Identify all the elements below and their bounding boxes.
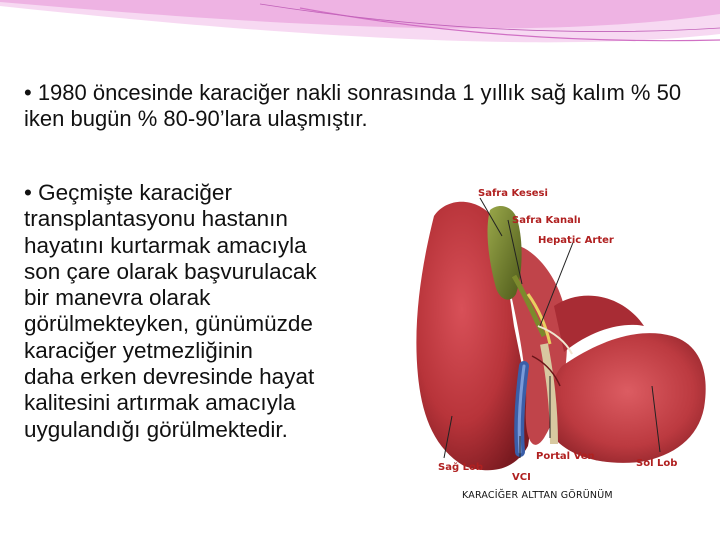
label-hepatic-arter: Hepatic Arter bbox=[538, 235, 614, 246]
bullet-line: • Geçmişte karaciğer bbox=[24, 180, 232, 205]
figure-caption: KARACİĞER ALTTAN GÖRÜNÜM bbox=[462, 490, 613, 501]
label-sol-lob: Sol Lob bbox=[636, 458, 678, 469]
label-vci: VCI bbox=[512, 472, 531, 483]
label-safra-kanali: Safra Kanalı bbox=[512, 215, 581, 226]
bullet-line: daha erken devresinde hayat bbox=[24, 364, 315, 390]
bullet-line: bir manevra olarak bbox=[24, 285, 211, 311]
label-portal-ven: Portal Ven bbox=[536, 451, 595, 462]
liver-illustration bbox=[404, 176, 720, 506]
bullet-line: uygulandığı görülmektedir. bbox=[24, 416, 288, 442]
left-lobe bbox=[549, 333, 705, 463]
bullet-line: görülmekteyken, günümüzde bbox=[24, 311, 313, 337]
bullet-line: hayatını kurtarmak amacıyla bbox=[24, 232, 307, 258]
header-decoration bbox=[0, 0, 720, 70]
bullet-line: kalitesini artırmak amacıyla bbox=[24, 390, 296, 416]
label-sag-lob: Sağ Lob bbox=[438, 462, 483, 473]
label-safra-kesesi: Safra Kesesi bbox=[478, 188, 548, 199]
bullet-line: transplantasyonu hastanın bbox=[24, 206, 288, 232]
bullet-line: karaciğer yetmezliğinin bbox=[24, 337, 253, 363]
bullet-survival-rate: • 1980 öncesinde karaciğer nakli sonrasında 1 yıllık sağ kalım % 50 iken bugün % 80-90’lara ulaşmıştır. bbox=[24, 80, 682, 131]
bullet-transplant-history bbox=[24, 180, 404, 443]
bullet-line: son çare olarak başvurulacak bbox=[24, 258, 317, 284]
